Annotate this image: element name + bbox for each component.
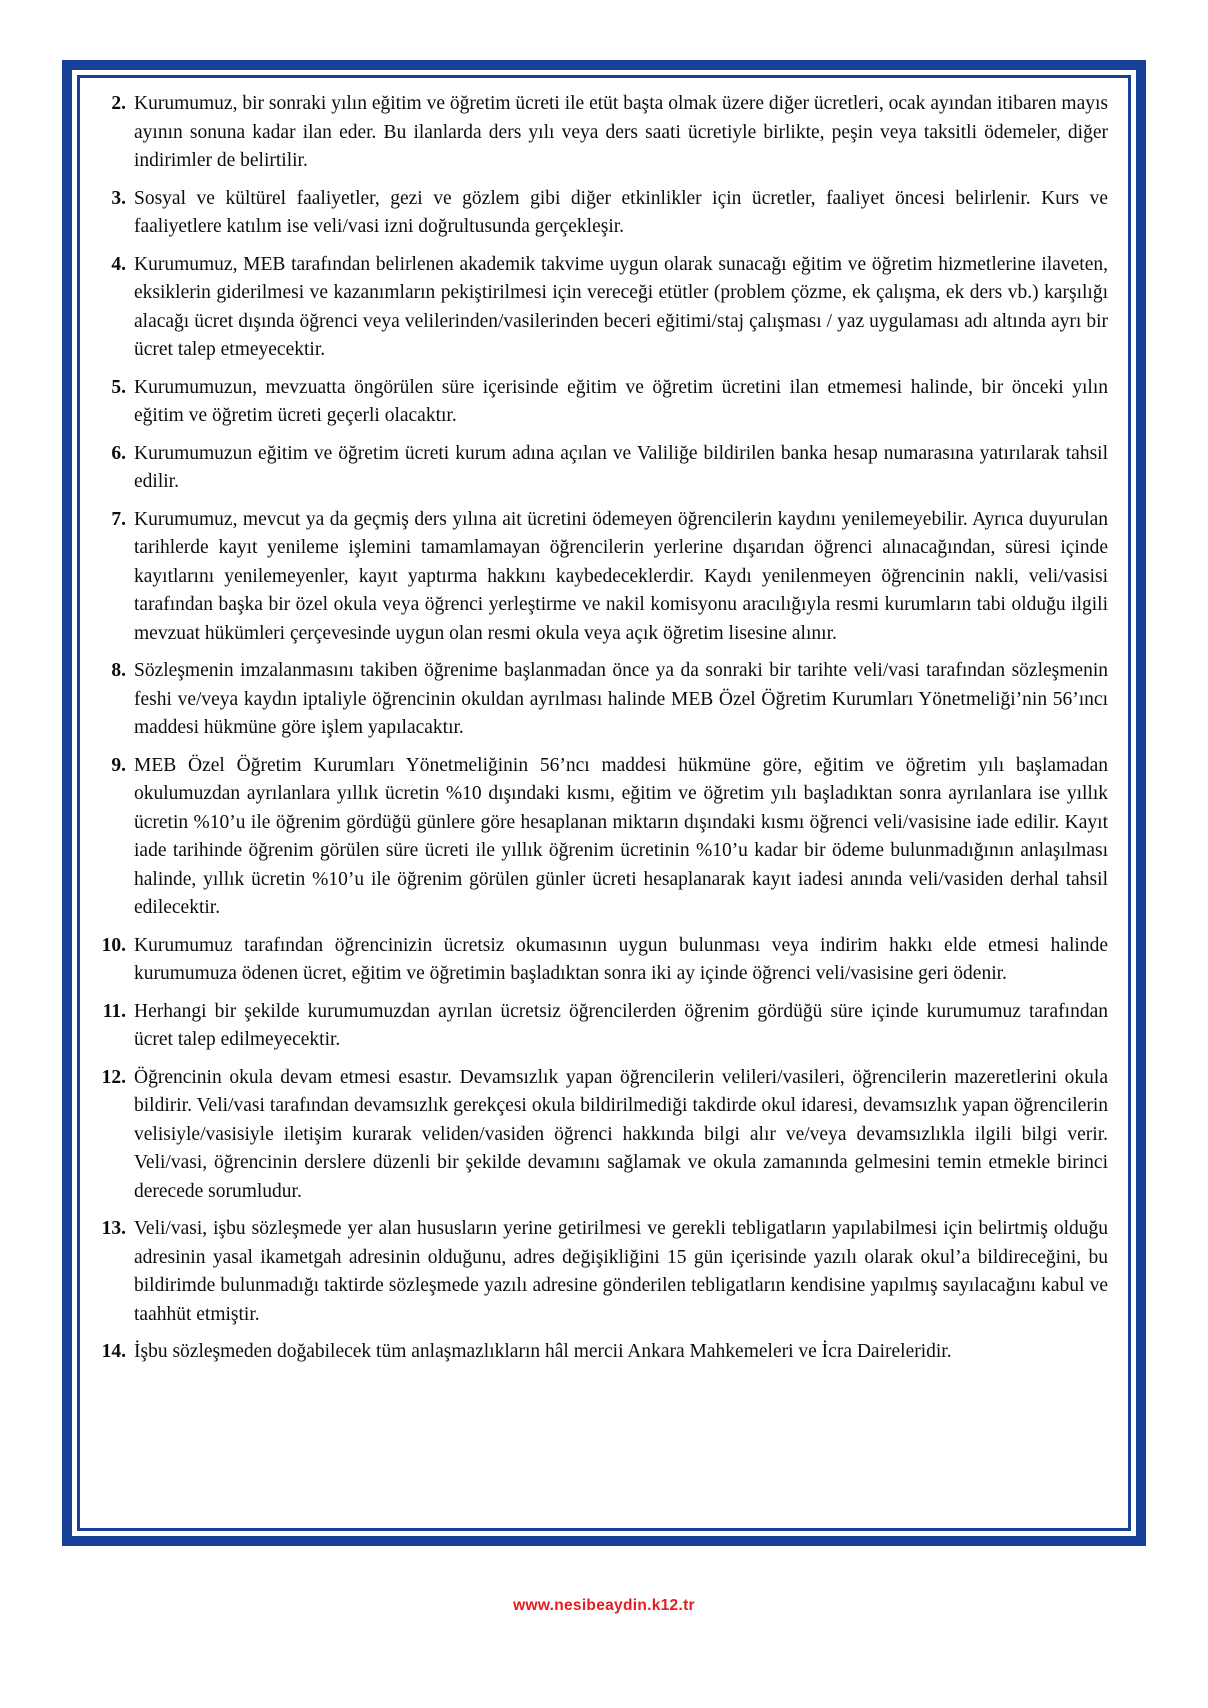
clause-text: Kurumumuz, MEB tarafından belirlenen akademik takvime uygun olarak sunacağı eğitim ve öğretim hizmetlerine ilaveten, eksiklerin giderilmesi ve kazanımların pekiştirilmesi için vereceği etütler (problem çözme, ek çalışma, ek ders vb.) karşılığı alacağı ücret dışında öğrenci veya velilerinden/vasilerinden beceri eğitimi/staj çalışması / yaz uygulaması adı altında ayrı bir ücret talep etmeyecektir. <box>134 253 1108 360</box>
clause-text: Kurumumuz, bir sonraki yılın eğitim ve öğretim ücreti ile etüt başta olmak üzere diğer ücretleri, ocak ayından itibaren mayıs ayının sonuna kadar ilan eder. Bu ilanlarda ders yılı veya ders saati ücretiyle birlikte, peşin veya taksitli ödemeler, diğer indirimler de belirtilir. <box>134 93 1108 171</box>
contract-clause <box>94 932 1108 989</box>
contract-clause <box>94 998 1108 1055</box>
contract-clause <box>94 1064 1108 1207</box>
clause-number: 2. <box>111 93 126 114</box>
clause-number: 12. <box>101 1066 126 1088</box>
clause-text: Kurumumuz, mevcut ya da geçmiş ders yılına ait ücretini ödemeyen öğrencilerin kaydını yenilemeyebilir. Ayrıca duyurulan tarihlerde kayıt yenileme işlemini tamamlamayan öğrencilerin yerlerine dışarıdan öğrenci alınacağından, süresi içinde kayıtlarını yenilemeyenler, kayıt yaptırma hakkını kaybedeceklerdir. Kaydı yenilenmeyen öğrencinin nakli, veli/vasisi tarafından başka bir özel okula veya öğrenci yerleştirme ve nakil komisyonu aracılığıyla resmi kurumların tabi olduğu ilgili mevzuat hükümleri çerçevesinde uygun olan resmi okula veya açık öğretim lisesine alınır. <box>134 508 1108 644</box>
contract-clause <box>94 90 1108 176</box>
clause-number: 11. <box>102 1000 126 1022</box>
contract-clause <box>94 752 1108 923</box>
contract-clause-list <box>94 90 1108 1367</box>
document-outer-frame <box>62 60 1146 1546</box>
contract-clause <box>94 440 1108 497</box>
clause-number: 8. <box>111 660 126 681</box>
clause-text: Kurumumuzun eğitim ve öğretim ücreti kurum adına açılan ve Valiliğe bildirilen banka hesap numarasına yatırılarak tahsil edilir. <box>134 442 1108 492</box>
contract-clause <box>94 185 1108 242</box>
clause-text: MEB Özel Öğretim Kurumları Yönetmeliğinin 56’ncı maddesi hükmüne göre, eğitim ve öğretim yılı başlamadan okulumuzdan ayrılanlara yıllık ücretin %10 dışındaki kısmı, eğitim ve öğretim yılı başladıktan sonra ayrılanlara ise yıllık ücretin %10’u ile öğrenim gördüğü günlere göre hesaplanan miktarın dışındaki kısmı öğrenci veli/vasisine iade edilir. Kayıt iade tarihinde öğrenim görülen süre ücreti ile yıllık öğrenim ücretinin %10’u kadar bir ödeme bulunmadığının anlaşılması halinde, yıllık ücretin %10’u ile öğrenim görülen günler ücreti hesaplanarak kayıt iadesi anında veli/vasiden derhal tahsil edilecektir. <box>134 754 1108 918</box>
footer-website-url: www.nesibeaydin.k12.tr <box>513 1597 695 1614</box>
contract-clause <box>94 1215 1108 1329</box>
clause-number: 3. <box>111 187 126 209</box>
clause-text: Sosyal ve kültürel faaliyetler, gezi ve gözlem gibi diğer etkinlikler için ücretler, faaliyet öncesi belirlenir. Kurs ve faaliyetlere katılım ise veli/vasi izni doğrultusunda gerçekleşir. <box>134 187 1108 237</box>
clause-text: İşbu sözleşmeden doğabilecek tüm anlaşmazlıkların hâl mercii Ankara Mahkemeleri ve İcra Daireleridir. <box>134 1341 952 1362</box>
clause-number: 4. <box>111 253 126 275</box>
clause-text: Herhangi bir şekilde kurumumuzdan ayrılan ücretsiz öğrencilerden öğrenim gördüğü süre içinde kurumumuz tarafından ücret talep edilmeyecektir. <box>134 1000 1108 1050</box>
contract-clause <box>94 657 1108 743</box>
clause-text: Öğrencinin okula devam etmesi esastır. Devamsızlık yapan öğrencilerin velileri/vasileri, öğrencilerin mazeretlerini okula bildirir. Veli/vasi tarafından devamsızlık gerekçesi okula bildirilmediği takdirde okul idaresi, devamsızlık yapan öğrencilerin velisiyle/vasisiyle iletişim kurarak veliden/vasiden öğrenci hakkında bilgi alır ve/veya devamsızlıkla ilgili bilgi verir. Veli/vasi, öğrencinin derslere düzenli bir şekilde devamını sağlamak ve okula zamanında gelmesini temin etmekle birinci derecede sorumludur. <box>134 1066 1108 1202</box>
document-inner-frame <box>77 75 1131 1531</box>
clause-number: 7. <box>111 508 126 530</box>
clause-text: Sözleşmenin imzalanmasını takiben öğrenime başlanmadan önce ya da sonraki bir tarihte veli/vasi tarafından sözleşmenin feshi ve/veya kaydın iptaliyle öğrencinin okuldan ayrılması halinde MEB Özel Öğretim Kurumları Yönetmeliği’nin 56’ıncı maddesi hükmüne göre işlem yapılacaktır. <box>134 660 1108 738</box>
clause-text: Kurumumuzun, mevzuatta öngörülen süre içerisinde eğitim ve öğretim ücretini ilan etmemesi halinde, bir önceki yılın eğitim ve öğretim ücreti geçerli olacaktır. <box>134 376 1108 426</box>
contract-clause <box>94 506 1108 649</box>
contract-clause <box>94 374 1108 431</box>
clause-number: 9. <box>111 754 126 776</box>
clause-text: Veli/vasi, işbu sözleşmede yer alan hususların yerine getirilmesi ve gerekli tebligatların yapılabilmesi için belirtmiş olduğu adresinin yasal ikametgah adresinin olduğunu, adres değişikliğini 15 gün içerisinde yazılı olarak okul’a bildireceğini, bu bildirimde bulunmadığı taktirde sözleşmede yazılı adresine gönderilen tebligatların kendisine yapılmış sayılacağını kabul ve taahhüt etmiştir. <box>134 1218 1108 1325</box>
clause-number: 6. <box>111 442 126 464</box>
contract-clause <box>94 1338 1108 1367</box>
clause-number: 5. <box>111 376 126 398</box>
contract-clause <box>94 251 1108 365</box>
clause-number: 14. <box>101 1341 126 1362</box>
clause-number: 13. <box>101 1218 126 1239</box>
clause-number: 10. <box>101 934 126 956</box>
clause-text: Kurumumuz tarafından öğrencinizin ücretsiz okumasının uygun bulunması veya indirim hakkı elde etmesi halinde kurumumuza ödenen ücret, eğitim ve öğretimin başladıktan sonra iki ay içinde öğrenci veli/vasisine geri ödenir. <box>134 934 1108 984</box>
